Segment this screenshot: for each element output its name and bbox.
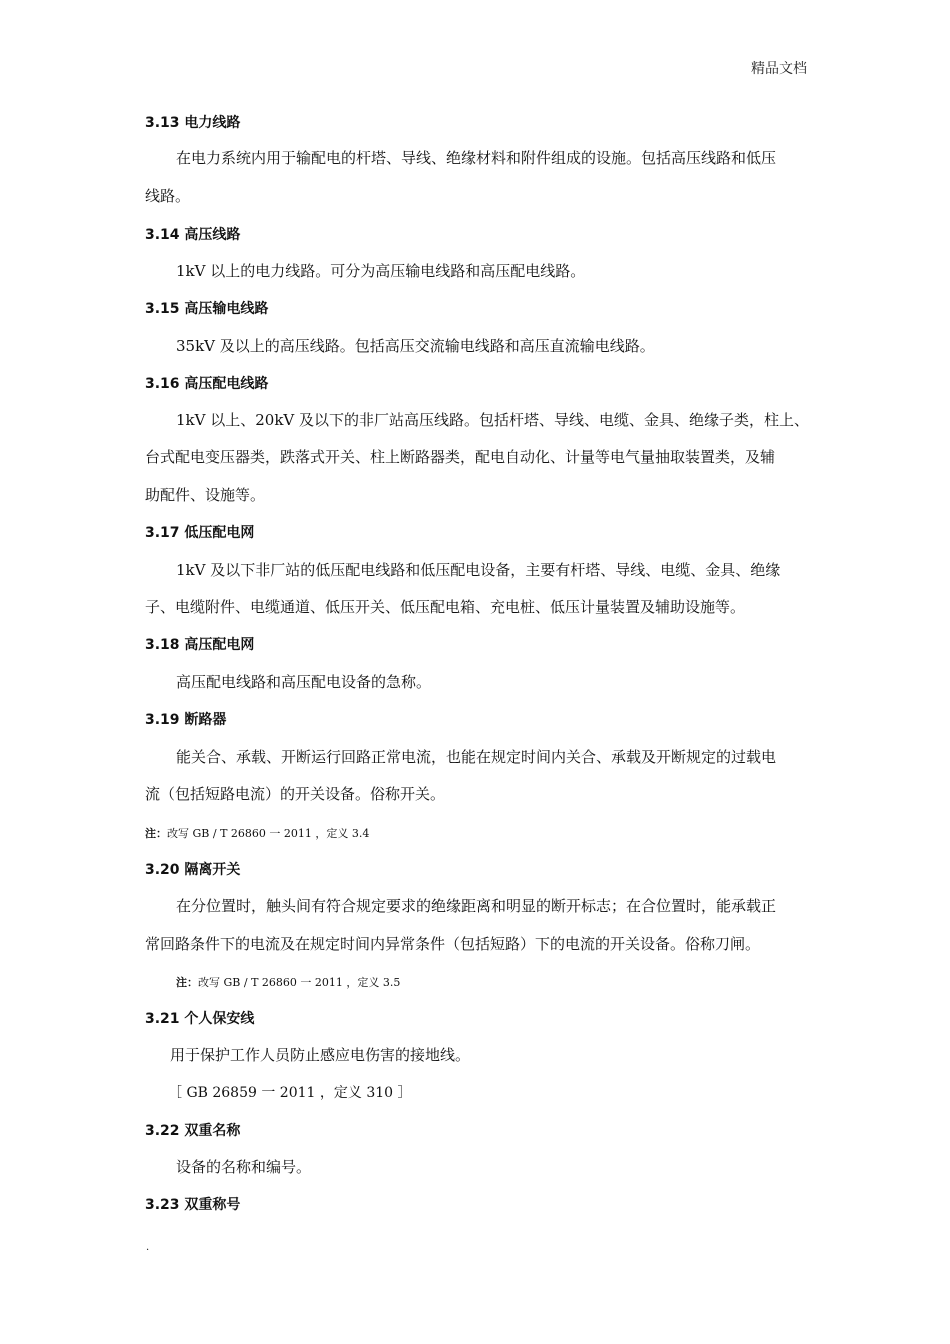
section-heading-3-13 <box>145 112 240 132</box>
section-title: 高压线路 <box>184 227 241 243</box>
section-heading-3-23 <box>145 1194 240 1214</box>
section-number: 3.14 <box>145 227 180 243</box>
section-number: 3.19 <box>145 712 180 728</box>
section-heading-3-16 <box>145 373 268 393</box>
section-number: 3.21 <box>145 1011 180 1027</box>
section-title: 高压配电网 <box>184 637 255 653</box>
footer-mark: . <box>146 1242 150 1253</box>
section-title: 低压配电网 <box>184 525 255 541</box>
section-number: 3.18 <box>145 637 180 653</box>
section-title: 电力线路 <box>184 115 241 131</box>
paragraph-line: 助配件、设施等。 <box>145 486 266 504</box>
paragraph-line: 高压配电线路和高压配电设备的急称。 <box>176 673 432 691</box>
paragraph-line: 台式配电变压器类，跌落式开关、柱上断路器类，配电自动化、计量等电气量抽取装置类，及辅 <box>145 448 776 466</box>
section-heading-3-22 <box>145 1120 240 1140</box>
section-heading-3-20 <box>145 859 240 879</box>
paragraph-line: 子、电缆附件、电缆通道、低压开关、低压配电箱、充电桩、低压计量装置及辅助设施等。 <box>145 598 746 616</box>
section-number: 3.16 <box>145 376 180 392</box>
section-number: 3.23 <box>145 1197 180 1213</box>
section-number: 3.20 <box>145 862 180 878</box>
paragraph-line: 在电力系统内用于输配电的杆塔、导线、绝缘材料和附件组成的设施。包括高压线路和低压 <box>176 149 777 167</box>
section-heading-3-15 <box>145 298 268 318</box>
section-number: 3.13 <box>145 115 180 131</box>
section-heading-3-18 <box>145 634 254 654</box>
section-heading-3-21 <box>145 1008 254 1028</box>
paragraph-line: 流（包括短路电流）的开关设备。俗称开关。 <box>145 785 446 803</box>
paragraph-line: 设备的名称和编号。 <box>176 1158 312 1176</box>
section-title: 双重名称 <box>184 1123 241 1139</box>
section-number: 3.17 <box>145 525 180 541</box>
section-number: 3.22 <box>145 1123 180 1139</box>
note-label: 注： <box>176 976 198 989</box>
paragraph-line: 在分位置时，触头间有符合规定要求的绝缘距离和明显的断开标志；在合位置时，能承载正 <box>176 897 777 915</box>
section-title: 高压输电线路 <box>184 301 269 317</box>
header-watermark: 精品文档 <box>751 61 807 77</box>
section-heading-3-19 <box>145 709 226 729</box>
paragraph-line: 线路。 <box>145 187 191 205</box>
section-title: 隔离开关 <box>184 862 241 878</box>
section-title: 双重称号 <box>184 1197 241 1213</box>
paragraph-line: 1kV 以上的电力线路。可分为高压输电线路和高压配电线路。 <box>176 262 586 280</box>
section-number: 3.15 <box>145 301 180 317</box>
reference-line: ［ GB 26859 一 2011 ，定义 310 ］ <box>168 1085 412 1101</box>
paragraph-line: 35kV 及以上的高压线路。包括高压交流输电线路和高压直流输电线路。 <box>176 337 655 355</box>
section-heading-3-17 <box>145 522 254 542</box>
paragraph-line: 1kV 及以下非厂站的低压配电线路和低压配电设备，主要有杆塔、导线、电缆、金具、绝缘 <box>176 561 781 579</box>
section-heading-3-14 <box>145 224 240 244</box>
section-title: 断路器 <box>184 712 227 728</box>
paragraph-line: 常回路条件下的电流及在规定时间内异常条件（包括短路）下的电流的开关设备。俗称刀闸。 <box>145 935 761 953</box>
section-title: 高压配电线路 <box>184 376 269 392</box>
note-line <box>176 974 400 990</box>
note-label: 注： <box>145 827 167 840</box>
section-title: 个人保安线 <box>184 1011 255 1027</box>
paragraph-line: 用于保护工作人员防止感应电伤害的接地线。 <box>170 1046 471 1064</box>
paragraph-line: 1kV 以上、20kV 及以下的非厂站高压线路。包括杆塔、导线、电缆、金具、绝缘子类，柱上、 <box>176 411 810 429</box>
note-text: 改写 GB / T 26860 一 2011 ，定义 3.5 <box>198 976 401 989</box>
note-line <box>145 825 369 841</box>
note-text: 改写 GB / T 26860 一 2011 ，定义 3.4 <box>167 827 370 840</box>
paragraph-line: 能关合、承载、开断运行回路正常电流，也能在规定时间内关合、承载及开断规定的过载电 <box>176 748 777 766</box>
